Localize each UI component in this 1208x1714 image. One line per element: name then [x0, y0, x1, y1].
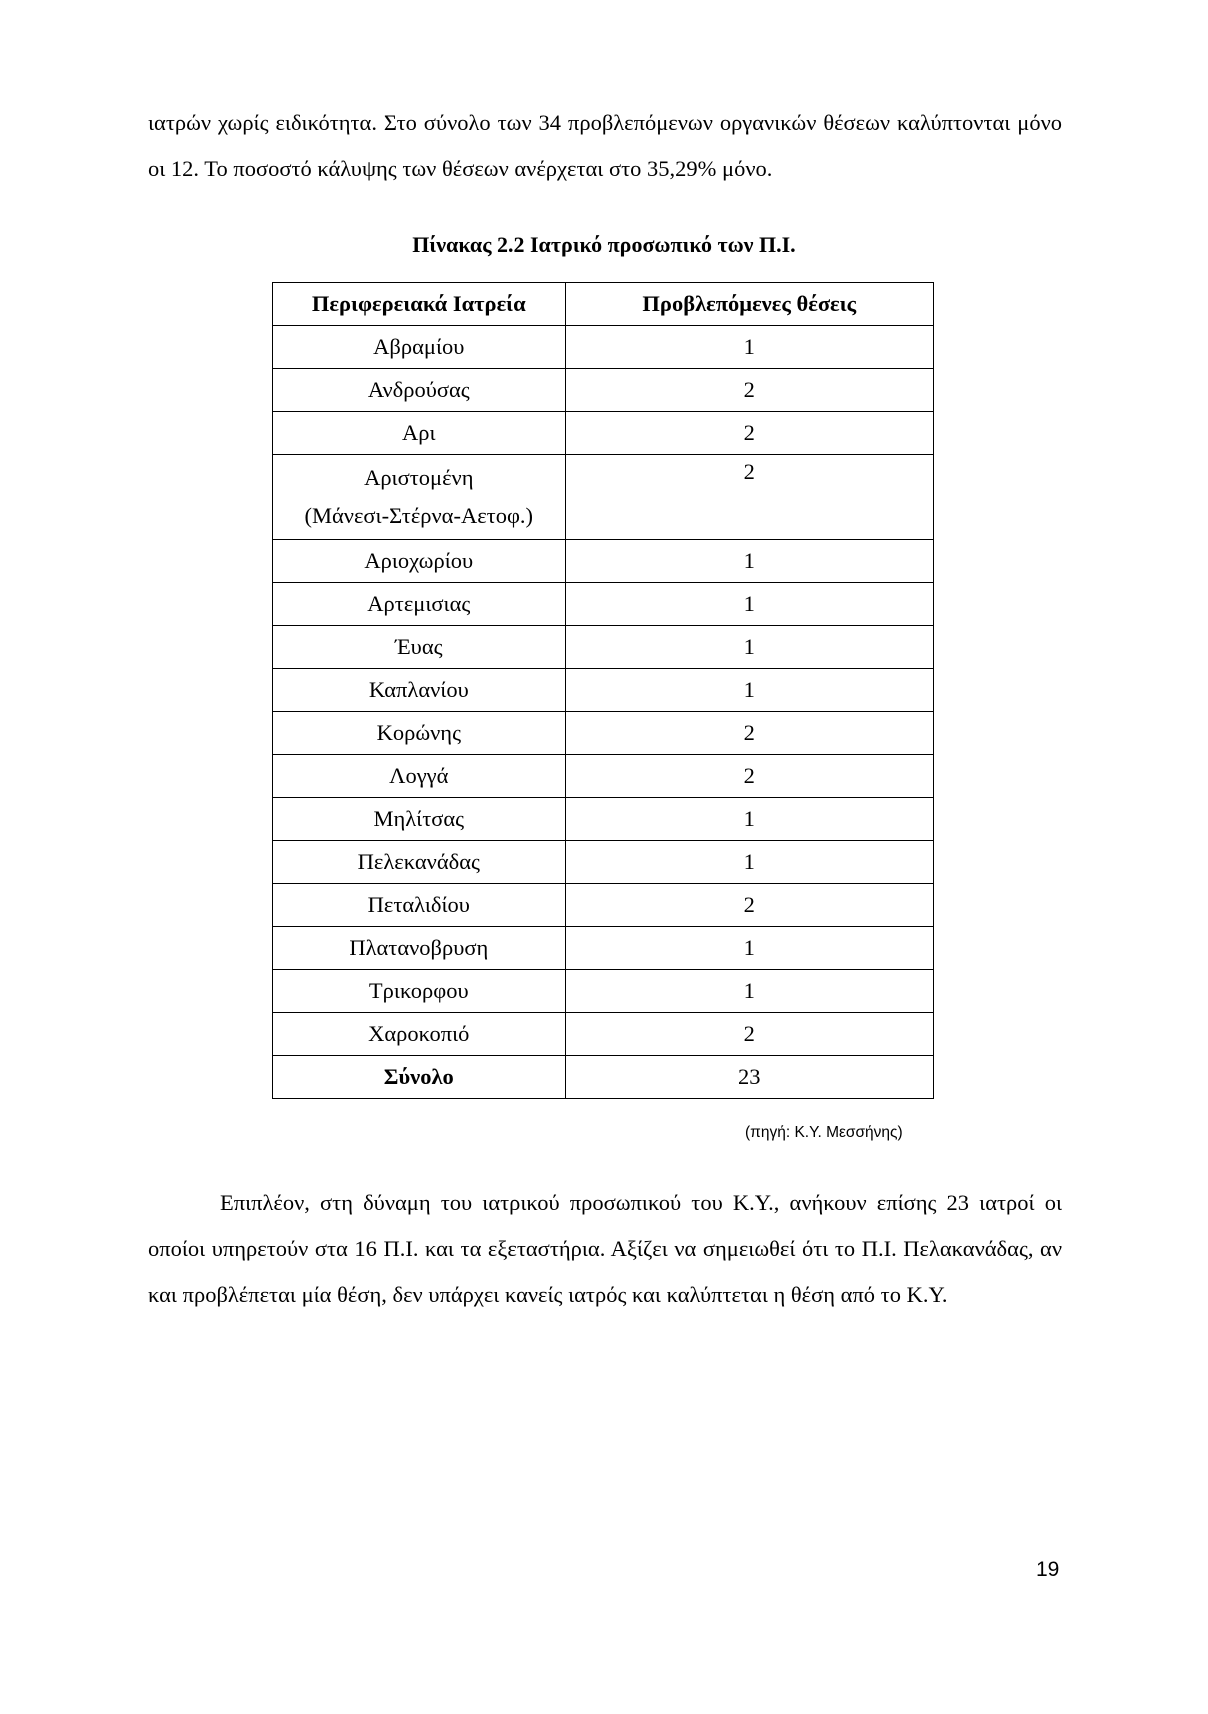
positions-count: 1 — [565, 540, 933, 583]
clinic-name-line2: (Μάνεσι-Στέρνα-Αετοφ.) — [304, 503, 534, 528]
clinic-name: Πεταλιδίου — [273, 884, 566, 927]
table-header-row — [273, 283, 934, 326]
table-total-row — [273, 1056, 934, 1099]
clinic-name: Πελεκανάδας — [273, 841, 566, 884]
table-row — [273, 583, 934, 626]
closing-paragraph: Επιπλέον, στη δύναμη του ιατρικού προσωπικού του Κ.Υ., ανήκουν επίσης 23 ιατροί οι οποίοι υπηρετούν στα 16 Π.Ι. και τα εξεταστήρια. Αξίζει να σημειωθεί ότι το Π.Ι. Πελακανάδας, αν και προβλέπεται μία θέση, δεν υπάρχει κανείς ιατρός και καλύπτεται η θέση από το Κ.Υ. — [148, 1190, 1062, 1307]
positions-count: 1 — [565, 970, 933, 1013]
positions-count: 1 — [565, 669, 933, 712]
table-row — [273, 326, 934, 369]
positions-count: 1 — [565, 841, 933, 884]
table-row — [273, 626, 934, 669]
clinic-name: Μηλίτσας — [273, 798, 566, 841]
table-row — [273, 841, 934, 884]
column-header-clinics: Περιφερειακά Ιατρεία — [273, 283, 566, 326]
total-label: Σύνολο — [273, 1056, 566, 1099]
positions-count: 1 — [565, 927, 933, 970]
clinic-name: Χαροκοπιό — [273, 1013, 566, 1056]
clinic-name: Αριοχωρίου — [273, 540, 566, 583]
table-row — [273, 712, 934, 755]
clinic-name: Τρικορφου — [273, 970, 566, 1013]
positions-count: 2 — [565, 412, 933, 455]
table-row — [273, 455, 934, 540]
positions-count: 1 — [565, 583, 933, 626]
positions-count: 2 — [565, 1013, 933, 1056]
page-number: 19 — [1036, 1558, 1060, 1581]
clinic-name: Ανδρούσας — [273, 369, 566, 412]
table-row — [273, 540, 934, 583]
positions-count: 1 — [565, 626, 933, 669]
table-row — [273, 755, 934, 798]
clinic-name: Αβραμίου — [273, 326, 566, 369]
clinic-name: Αρτεμισιας — [273, 583, 566, 626]
table-row — [273, 369, 934, 412]
positions-count: 2 — [565, 884, 933, 927]
positions-count: 1 — [565, 798, 933, 841]
table-caption: Πίνακας 2.2 Ιατρικό προσωπικό των Π.Ι. — [412, 232, 796, 257]
table-row — [273, 669, 934, 712]
table-row — [273, 884, 934, 927]
clinic-name: Καπλανίου — [273, 669, 566, 712]
clinic-name: Λογγά — [273, 755, 566, 798]
clinic-name: Κορώνης — [273, 712, 566, 755]
clinic-name: Πλατανοβρυση — [273, 927, 566, 970]
table-row — [273, 927, 934, 970]
clinic-name-line1: Αριστομένη — [364, 465, 474, 490]
table-source: (πηγή: Κ.Υ. Μεσσήνης) — [745, 1124, 903, 1141]
clinic-name: Έυας — [273, 626, 566, 669]
table-row — [273, 798, 934, 841]
intro-paragraph: ιατρών χωρίς ειδικότητα. Στο σύνολο των 34 προβλεπόμενων οργανικών θέσεων καλύπτονται μόνο οι 12. Το ποσοστό κάλυψης των θέσεων ανέρχεται στο 35,29% μόνο. — [148, 110, 1062, 181]
table-row — [273, 1013, 934, 1056]
column-header-positions: Προβλεπόμενες θέσεις — [565, 283, 933, 326]
positions-count: 2 — [565, 455, 933, 540]
positions-count: 2 — [565, 755, 933, 798]
medical-staff-table — [272, 282, 934, 1099]
positions-count: 2 — [565, 712, 933, 755]
total-value: 23 — [565, 1056, 933, 1099]
clinic-name: Αρι — [273, 412, 566, 455]
clinic-name — [273, 455, 566, 540]
positions-count: 1 — [565, 326, 933, 369]
table-row — [273, 412, 934, 455]
table-row — [273, 970, 934, 1013]
positions-count: 2 — [565, 369, 933, 412]
